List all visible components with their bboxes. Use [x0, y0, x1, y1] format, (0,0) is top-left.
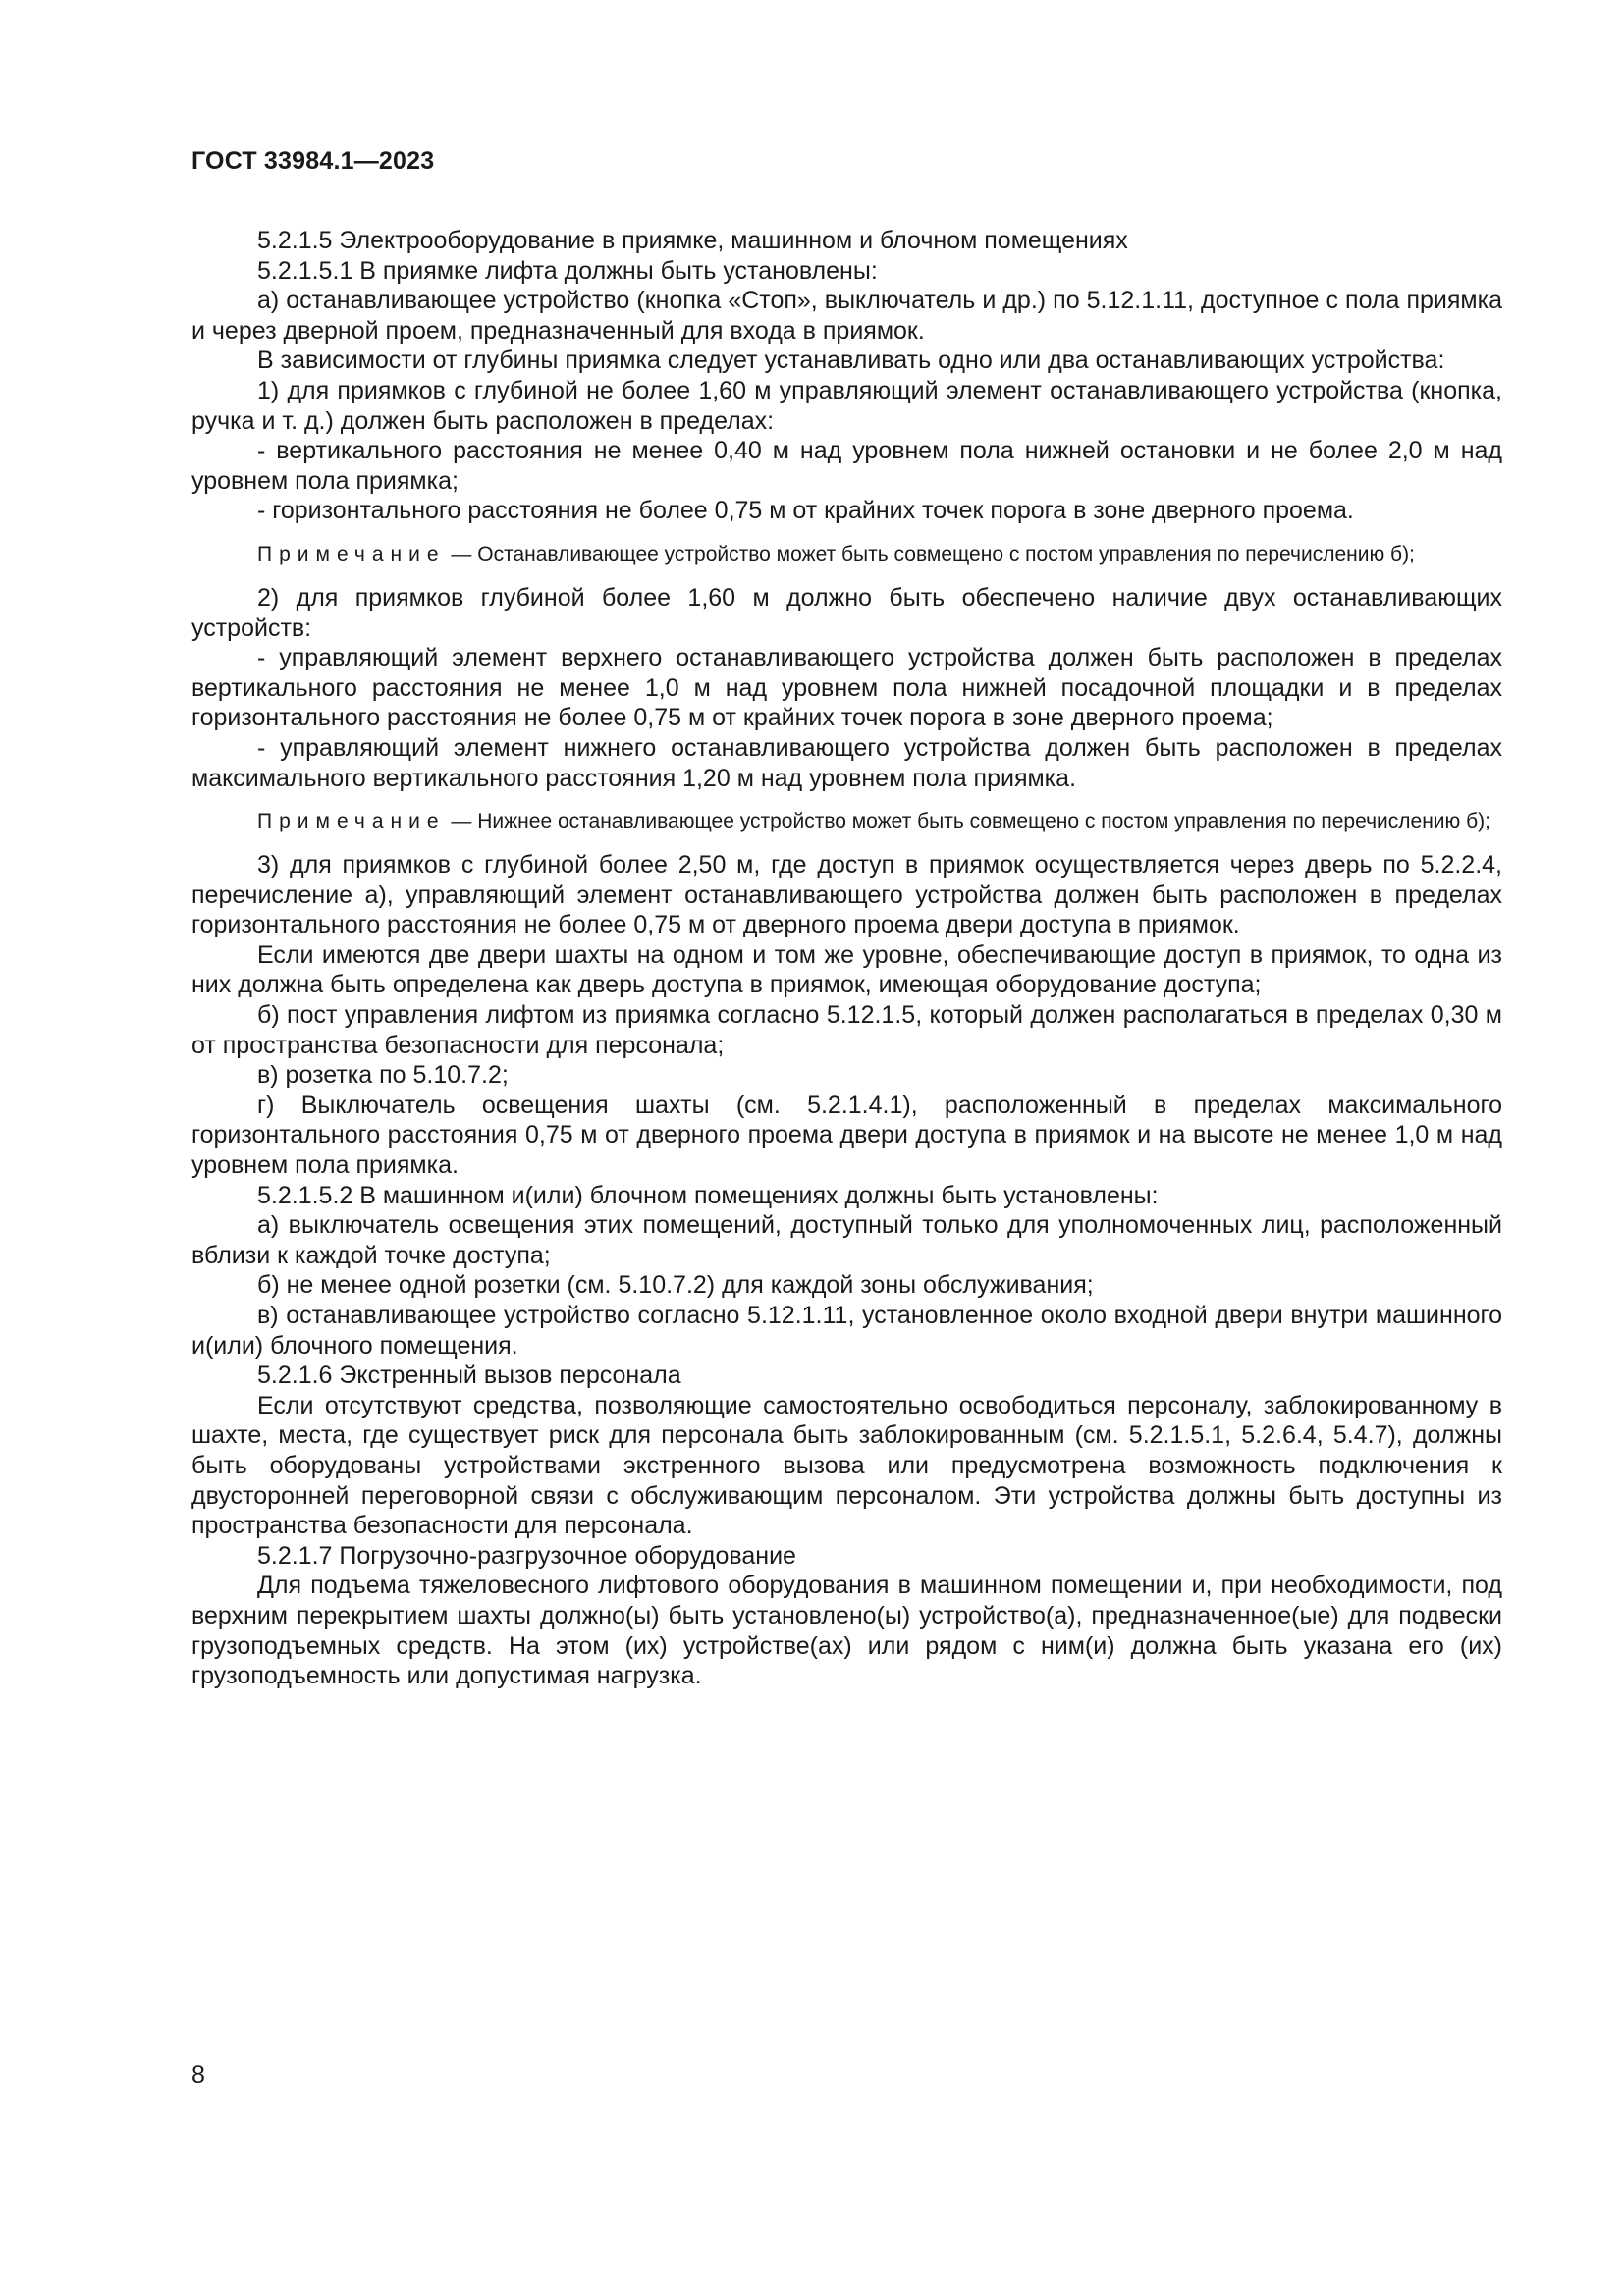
list-item-2: 2) для приямков глубиной более 1,60 м должно быть обеспечено наличие двух останавливающих устройств:	[191, 583, 1502, 642]
sub-item: - горизонтального расстояния не более 0,75 м от крайних точек порога в зоне дверного проема.	[257, 497, 1354, 525]
note-label: Примечание	[257, 810, 446, 833]
paragraph: Для подъема тяжеловесного лифтового оборудования в машинном помещении и, при необходимости, под верхним перекрытием шахты должно(ы) быть установлено(ы) устройство(а), предназначенное(ые) для подвески грузоподъемных средств. На этом (их) устройстве(ах) или рядом с ним(и) должна быть указана его (их) грузоподъемность или допустимая нагрузка.	[191, 1572, 1502, 1690]
note-1	[191, 540, 1502, 569]
document-body	[191, 226, 1502, 1691]
sub-item: - управляющий элемент верхнего останавливающего устройства должен быть расположен в пределах вертикального расстояния не менее 1,0 м над уровнем пола нижней посадочной площадки и в пределах горизонтального расстояния не более 0,75 м от крайних точек порога в зоне дверного проема;	[191, 644, 1502, 732]
note-text: — Останавливающее устройство может быть совмещено с постом управления по перечислению б);	[445, 542, 1415, 565]
page-number: 8	[191, 2061, 205, 2089]
list-item-3: 3) для приямков с глубиной более 2,50 м, где доступ в приямок осуществляется через дверь по 5.2.2.4, перечисление а), управляющий элемент останавливающего устройства должен быть расположен в пределах горизонтального расстояния не более 0,75 м от дверного проема двери доступа в приямок.	[191, 851, 1502, 939]
document-header-id: ГОСТ 33984.1—2023	[191, 147, 435, 175]
clause-5-2-1-5-2: 5.2.1.5.2 В машинном и(или) блочном помещениях должны быть установлены:	[257, 1181, 1159, 1209]
sub-item: - вертикального расстояния не менее 0,40 м над уровнем пола нижней остановки и не более 2,0 м над уровнем пола приямка;	[191, 437, 1502, 495]
paragraph: Если имеются две двери шахты на одном и том же уровне, обеспечивающие доступ в приямок, то одна из них должна быть определена как дверь доступа в приямок, имеющая оборудование доступа;	[191, 940, 1502, 999]
note-label: Примечание	[257, 542, 446, 565]
clause-5-2-1-5-1: 5.2.1.5.1 В приямке лифта должны быть установлены:	[257, 256, 878, 285]
list-item-v: в) розетка по 5.10.7.2;	[257, 1061, 509, 1090]
list-item-b: б) пост управления лифтом из приямка согласно 5.12.1.5, который должен располагаться в пределах 0,30 м от пространства безопасности для персонала;	[191, 1001, 1502, 1059]
list-item-g: г) Выключатель освещения шахты (см. 5.2.1.4.1), расположенный в пределах максимального горизонтального расстояния 0,75 м от дверного проема двери доступа в приямок и на высоте не менее 1,0 м над уровнем пола приямка.	[191, 1091, 1502, 1180]
section-heading-5-2-1-7: 5.2.1.7 Погрузочно-разгрузочное оборудование	[257, 1541, 796, 1570]
sub-item: - управляющий элемент нижнего останавливающего устройства должен быть расположен в пределах максимального вертикального расстояния 1,20 м над уровнем пола приямка.	[191, 733, 1502, 792]
note-text: — Нижнее останавливающее устройство может быть совмещено с постом управления по перечислению б);	[445, 810, 1490, 833]
section-heading-5-2-1-6: 5.2.1.6 Экстренный вызов персонала	[257, 1362, 681, 1390]
paragraph: В зависимости от глубины приямка следует устанавливать одно или два останавливающих устройства:	[257, 347, 1445, 375]
list-item-a: а) выключатель освещения этих помещений, доступный только для уполномоченных лиц, расположенный вблизи к каждой точке доступа;	[191, 1211, 1502, 1269]
section-heading-5-2-1-5: 5.2.1.5 Электрооборудование в приямке, машинном и блочном помещениях	[257, 227, 1128, 254]
list-item-v: в) останавливающее устройство согласно 5.12.1.11, установленное около входной двери внутри машинного и(или) блочного помещения.	[191, 1302, 1502, 1360]
paragraph: Если отсутствуют средства, позволяющие самостоятельно освободиться персоналу, заблокированному в шахте, места, где существует риск для персонала быть заблокированным (см. 5.2.1.5.1, 5.2.6.4, 5.4.7), должны быть оборудованы устройствами экстренного вызова или предусмотрена возможность подключения к двусторонней переговорной связи с обслуживающим персоналом. Эти устройства должны быть доступны из пространства безопасности для персонала.	[191, 1391, 1502, 1540]
list-item-b: б) не менее одной розетки (см. 5.10.7.2) для каждой зоны обслуживания;	[257, 1271, 1094, 1300]
list-item-1: 1) для приямков с глубиной не более 1,60 м управляющий элемент останавливающего устройства (кнопка, ручка и т. д.) должен быть расположен в пределах:	[191, 376, 1502, 435]
list-item-a: а) останавливающее устройство (кнопка «Стоп», выключатель и др.) по 5.12.1.11, доступное с пола приямка и через дверной проем, предназначенный для входа в приямок.	[191, 287, 1502, 345]
note-2	[191, 807, 1502, 836]
